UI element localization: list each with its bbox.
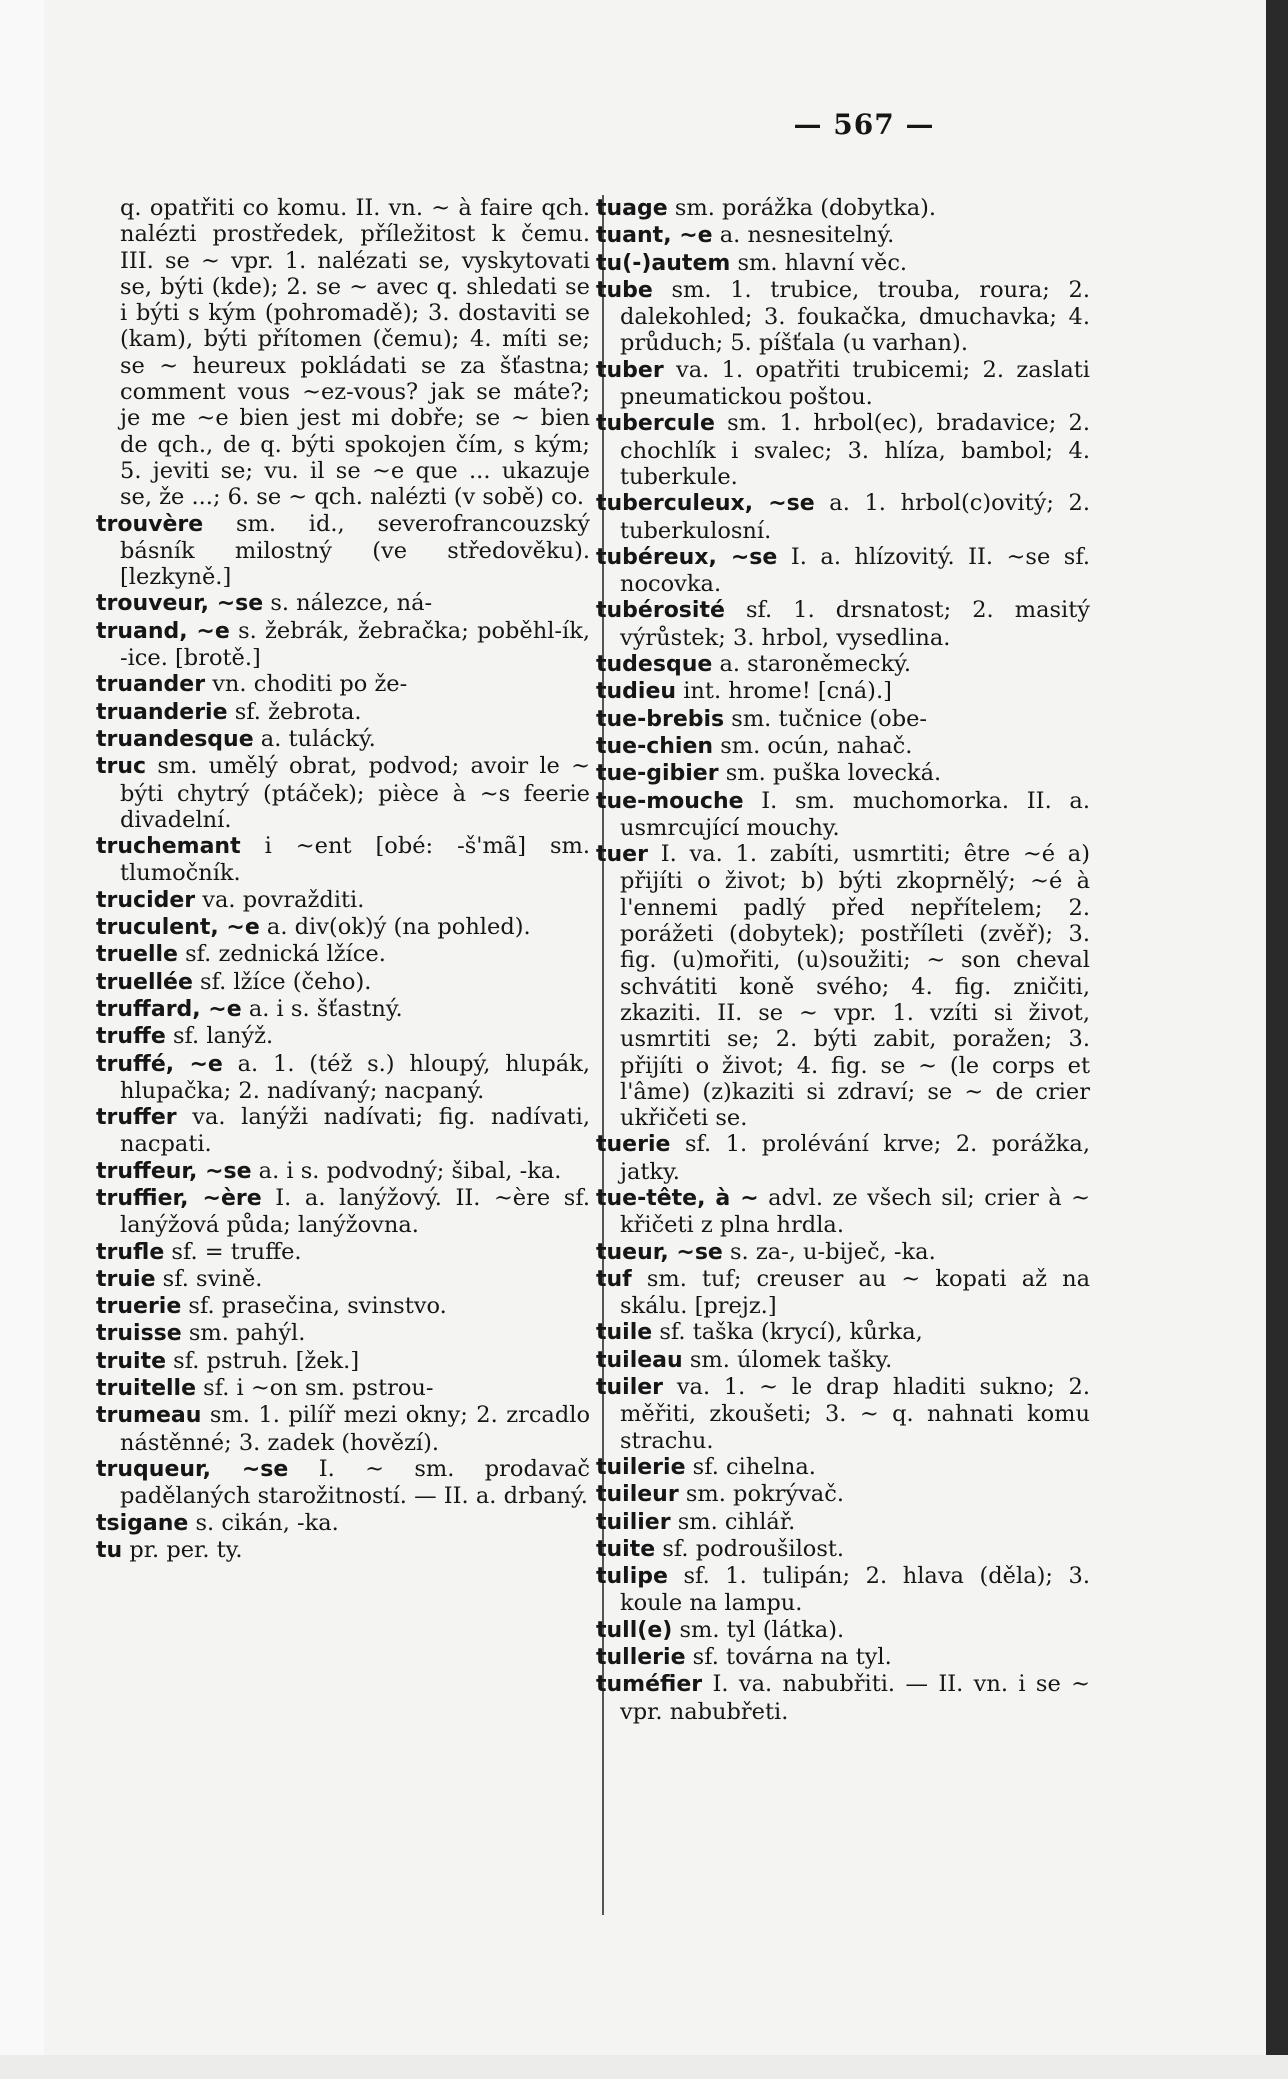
- entry-headword: truculent, ~e: [96, 915, 260, 941]
- dictionary-entry: [596, 1671, 1090, 1725]
- entry-headword: tuileur: [596, 1482, 679, 1508]
- dictionary-entry: [96, 1157, 590, 1185]
- entry-headword: tuile: [596, 1320, 653, 1346]
- entry-definition: sf. lžíce (čeho).: [200, 968, 372, 995]
- dictionary-entry: [96, 1375, 590, 1402]
- entry-headword: tubéreux, ~se: [596, 544, 778, 570]
- entry-headword: truite: [96, 1348, 167, 1374]
- entry-definition: va. 1. ~ le drap hladiti sukno; 2. měřiti, zkoušeti; 3. ~ q. nahnati komu strachu.: [620, 1374, 1090, 1454]
- entry-headword: tull(e): [596, 1617, 673, 1643]
- entry-headword: truellée: [96, 969, 193, 995]
- dictionary-entry: [596, 1184, 1090, 1239]
- entry-headword: truffier, ~ère: [96, 1185, 262, 1211]
- entry-definition: q. opatřiti co komu. II. vn. ~ à faire qch. nalézti prostředek, příležitost k čemu. III. se ~ vpr. 1. nalézati se, vyskytovati se, býti (kde); 2. se ~ avec q. shledati se i býti s kým (pohromadě); 3. dostaviti se (kam), býti přítomen (čemu); 4. míti se; se ~ heureux pokládati se za šťastna; comment vous ~ez-vous? jak se máte?; je me ~e bien jest mi dobře; se ~ bien de qch., de q. býti spokojen čím, s kým; 5. jeviti se; vu. il se ~e que ... ukazuje se, že ...; 6. se ~ qch. nalézti (v sobě) co.: [120, 195, 590, 511]
- entry-definition: a. div(ok)ý (na pohled).: [266, 914, 531, 941]
- dictionary-entry: [596, 490, 1090, 544]
- entry-definition: s. žebrák, žebračka; poběhl-ík, -ice. [brotě.]: [120, 617, 591, 672]
- entry-headword: tueur, ~se: [596, 1239, 723, 1265]
- left-column: [96, 195, 591, 1935]
- dictionary-entry: [596, 543, 1091, 598]
- dictionary-entry: [596, 1616, 1090, 1644]
- dictionary-entry: [96, 510, 591, 591]
- dictionary-entry: [96, 995, 590, 1023]
- entry-definition: i ~ent [obé: -š'mã] sm. tlumočník.: [120, 833, 590, 887]
- page-number-text: — 567 —: [793, 108, 935, 141]
- entry-definition: advl. ze všech sil; crier à ~ křičeti z plna hrdla.: [620, 1184, 1090, 1239]
- page-edge-left: [0, 0, 44, 2079]
- entry-headword: trouveur, ~se: [96, 591, 264, 617]
- entry-definition: sm. tuf; creuser au ~ kopati až na skálu. [prejz.]: [620, 1265, 1090, 1320]
- dictionary-entry: [96, 1455, 590, 1510]
- dictionary-entry: [96, 671, 590, 698]
- entry-definition: I. a. hlízovitý. II. ~se sf. nocovka.: [620, 543, 1091, 598]
- entry-definition: sm. ocún, nahač.: [720, 732, 913, 759]
- entry-definition: vn. choditi po že-: [212, 671, 408, 698]
- entry-headword: trumeau: [96, 1403, 202, 1429]
- dictionary-entry: [596, 1238, 1090, 1266]
- dictionary-entry: [596, 1346, 1090, 1374]
- dictionary-entry: [96, 1184, 591, 1239]
- entry-definition: sf. žebrota.: [234, 698, 362, 725]
- entry-headword: trufle: [96, 1239, 165, 1265]
- entry-definition: sm. cihlář.: [677, 1508, 796, 1535]
- dictionary-entry: [596, 356, 1090, 411]
- dictionary-entry: [96, 941, 590, 968]
- entry-headword: tuilerie: [596, 1454, 686, 1480]
- dictionary-entry: [96, 698, 590, 726]
- entry-definition: sf. 1. prolévání krve; 2. porážka, jatky.: [620, 1131, 1091, 1185]
- dictionary-entry: [96, 1536, 590, 1564]
- entry-headword: tuer: [596, 842, 648, 868]
- entry-headword: tuberculeux, ~se: [596, 491, 815, 517]
- dictionary-entry: [596, 597, 1090, 651]
- entry-definition: sm. 1. pilíř mezi okny; 2. zrcadlo nástěnné; 3. zadek (hovězí).: [120, 1402, 590, 1456]
- entry-headword: tuf: [596, 1266, 632, 1292]
- dictionary-entry: [596, 1265, 1090, 1320]
- dictionary-entry: [596, 1644, 1090, 1671]
- entry-headword: truffé, ~e: [96, 1051, 223, 1077]
- entry-definition: sm. úlomek tašky.: [689, 1346, 893, 1373]
- entry-headword: truffe: [96, 1024, 166, 1050]
- entry-definition: a. 1. hrbol(c)ovitý; 2. tuberkulosní.: [620, 490, 1090, 544]
- entry-definition: sf. i ~on sm. pstrou-: [203, 1375, 434, 1402]
- entry-definition: a. tulácký.: [260, 725, 376, 752]
- dictionary-entry: [96, 1023, 590, 1050]
- entry-definition: sf. cihelna.: [692, 1453, 816, 1480]
- entry-definition: va. lanýži nadívati; fig. nadívati, nacpati.: [120, 1104, 590, 1158]
- dictionary-entry: [96, 1265, 590, 1293]
- entry-definition: va. 1. opatřiti trubicemi; 2. zaslati pneumatickou poštou.: [620, 356, 1090, 411]
- entry-headword: truffeur, ~se: [96, 1158, 252, 1184]
- entry-definition: sf. taška (krycí), kůrka,: [659, 1319, 923, 1346]
- entry-headword: tudieu: [596, 679, 677, 705]
- entry-headword: tuage: [596, 196, 668, 221]
- entry-headword: truchemant: [96, 834, 241, 860]
- entry-definition: a. nesnesitelný.: [719, 222, 895, 249]
- entry-definition: I. a. lanýžový. II. ~ère sf. lanýžová půda; lanýžovna.: [120, 1184, 591, 1239]
- dictionary-entry: [96, 1509, 590, 1537]
- entry-headword: trucider: [96, 887, 196, 913]
- entry-definition: int. hrome! [cná).]: [683, 678, 892, 705]
- entry-headword: truandesque: [96, 726, 254, 752]
- dictionary-entry: [596, 1374, 1090, 1454]
- entry-headword: tue-brebis: [596, 706, 725, 732]
- entry-headword: tuber: [596, 357, 664, 383]
- entry-definition: va. povražditi.: [202, 886, 365, 913]
- entry-definition: a. staroněmecký.: [719, 651, 912, 678]
- dictionary-entry: [596, 1131, 1091, 1185]
- dictionary-entry: [596, 732, 1090, 760]
- entry-definition: I. sm. muchomorka. II. a. usmrcující mouchy.: [620, 787, 1090, 841]
- dictionary-entry: [596, 1508, 1090, 1536]
- entry-headword: tuant, ~e: [596, 223, 713, 249]
- entry-headword: tuileau: [596, 1347, 683, 1373]
- entry-headword: tu(-)autem: [596, 250, 731, 276]
- page-edge-bottom: [0, 2055, 1288, 2079]
- entry-headword: tuerie: [596, 1132, 671, 1158]
- dictionary-entry: [596, 705, 1090, 733]
- entry-headword: tubercule: [596, 411, 715, 437]
- entry-definition: pr. per. ty.: [129, 1536, 243, 1563]
- entry-headword: trouvère: [96, 511, 204, 537]
- entry-definition: sm. pahýl.: [188, 1320, 306, 1347]
- dictionary-entry: [596, 1481, 1090, 1508]
- entry-headword: tu: [96, 1537, 123, 1563]
- entry-headword: tudesque: [596, 652, 713, 678]
- dictionary-entry: [96, 1050, 590, 1105]
- dictionary-entry: [596, 760, 1090, 787]
- entry-headword: truc: [96, 754, 147, 780]
- dictionary-entry: [596, 787, 1090, 842]
- page-edge-right: [1266, 0, 1288, 2079]
- entry-definition: I. ~ sm. prodavač padělaných starožitností. — II. a. drbaný.: [120, 1455, 590, 1510]
- dictionary-entry: [96, 753, 590, 833]
- entry-headword: truqueur, ~se: [96, 1456, 289, 1482]
- dictionary-entry: [596, 276, 1090, 357]
- dictionary-entry: [596, 1563, 1090, 1617]
- entry-definition: sf. 1. drsnatost; 2. masitý výrůstek; 3. hrbol, vysedlina.: [620, 597, 1090, 651]
- dictionary-entry: [596, 651, 1090, 678]
- entry-headword: tulipe: [596, 1564, 668, 1590]
- right-column: [596, 195, 1091, 1935]
- dictionary-entry: [596, 841, 1090, 1132]
- entry-headword: truanderie: [96, 699, 228, 725]
- entry-definition: sm. umělý obrat, podvod; avoir le ~ býti chytrý (ptáček); pièce à ~s feerie divadelní.: [120, 753, 590, 833]
- entry-definition: sm. 1. trubice, trouba, roura; 2. dalekohled; 3. foukačka, dmuchavka; 4. průduch; 5. píšťala (u varhan).: [620, 276, 1090, 357]
- entry-definition: sf. pstruh. [žek.]: [173, 1347, 360, 1374]
- entry-definition: s. cikán, -ka.: [195, 1509, 339, 1536]
- entry-definition: sf. prasečina, svinstvo.: [188, 1293, 447, 1320]
- dictionary-entry: [96, 1238, 590, 1266]
- dictionary-entry: [120, 195, 590, 511]
- entry-headword: truie: [96, 1266, 156, 1292]
- entry-definition: sm. 1. hrbol(ec), bradavice; 2. chochlík i svalec; 3. hlíza, bambol; 4. tuberkule.: [620, 410, 1091, 490]
- dictionary-entry: [96, 1402, 590, 1456]
- dictionary-entry: [96, 1320, 590, 1347]
- entry-definition: I. va. nabubřiti. — II. vn. i se ~ vpr. nabubřeti.: [620, 1671, 1090, 1725]
- entry-headword: tuméfier: [596, 1672, 703, 1698]
- dictionary-entry: [96, 1347, 590, 1375]
- entry-definition: sm. pokrývač.: [685, 1481, 844, 1508]
- entry-definition: sm. puška lovecká.: [725, 760, 942, 787]
- entry-definition: sm. hlavní věc.: [737, 249, 908, 276]
- entry-definition: sm. id., severofrancouzský básník milostný (ve středověku). [lezkyně.]: [120, 510, 591, 591]
- entry-headword: tue-chien: [596, 733, 714, 759]
- dictionary-entry: [96, 886, 590, 914]
- entry-definition: sm. tyl (látka).: [679, 1616, 845, 1643]
- entry-headword: truander: [96, 672, 206, 698]
- entry-headword: tsigane: [96, 1510, 189, 1536]
- entry-headword: truand, ~e: [96, 618, 230, 644]
- entry-definition: a. 1. (též s.) hloupý, hlupák, hlupačka; 2. nadívaný; nacpaný.: [120, 1050, 590, 1104]
- entry-headword: tube: [596, 277, 653, 303]
- entry-definition: sf. = truffe.: [171, 1238, 302, 1265]
- dictionary-entry: [96, 725, 590, 753]
- entry-definition: sm. tučnice (obe-: [731, 705, 928, 732]
- dictionary-entry: [96, 1293, 590, 1320]
- dictionary-entry: [96, 617, 591, 672]
- dictionary-entry: [96, 833, 590, 887]
- entry-headword: tuiler: [596, 1375, 664, 1401]
- dictionary-entry: [596, 1319, 1090, 1346]
- dictionary-entry: [596, 195, 1090, 222]
- entry-headword: tubérosité: [596, 598, 725, 624]
- dictionary-entry: [596, 1535, 1090, 1563]
- dictionary-entry: [596, 222, 1090, 249]
- entry-headword: tue-tête, à ~: [596, 1185, 759, 1211]
- entry-definition: sf. zednická lžíce.: [185, 941, 386, 968]
- entry-definition: sf. lanýž.: [172, 1023, 274, 1050]
- entry-definition: sm. porážka (dobytka).: [674, 195, 937, 221]
- entry-headword: tullerie: [596, 1645, 686, 1671]
- entry-headword: tue-gibier: [596, 761, 719, 787]
- dictionary-entry: [96, 968, 590, 996]
- entry-definition: sf. továrna na tyl.: [692, 1644, 892, 1671]
- dictionary-entry: [596, 410, 1091, 490]
- dictionary-entry: [596, 249, 1090, 277]
- page-number: [0, 108, 1288, 141]
- entry-definition: a. i s. podvodný; šibal, -ka.: [258, 1157, 562, 1184]
- dictionary-entry: [96, 590, 590, 617]
- entry-definition: a. i s. šťastný.: [248, 995, 403, 1022]
- entry-headword: truffard, ~e: [96, 996, 242, 1022]
- dictionary-entry: [96, 914, 590, 941]
- entry-definition: I. va. 1. zabíti, usmrtiti; être ~é a) přijíti o život; b) býti zkoprnělý; ~é à l'ennemi padlý před nepřítelem; 2. porážeti (dobytek); postříleti (zvěř); 3. fig. (u)mořiti, (u)soužiti; ~ son cheval schvátiti koně svého; 4. fig. zničiti, zkaziti. II. se ~ vpr. 1. vzíti si život, usmrtiti se; 2. býti zabit, poražen; 3. přijíti o život; 4. fig. se ~ (le corps et l'âme) (z)kaziti si zdraví; se ~ de crier ukřičeti se.: [620, 841, 1090, 1132]
- entry-definition: s. nálezce, ná-: [270, 590, 433, 617]
- entry-headword: truisse: [96, 1321, 182, 1347]
- entry-headword: truelle: [96, 942, 178, 968]
- dictionary-entry: [596, 678, 1090, 705]
- entry-definition: sf. 1. tulipán; 2. hlava (děla); 3. koule na lampu.: [620, 1563, 1090, 1617]
- dictionary-entry: [96, 1104, 590, 1158]
- entry-headword: tuilier: [596, 1509, 671, 1535]
- entry-headword: truffer: [96, 1105, 177, 1131]
- entry-definition: sf. svině.: [162, 1265, 263, 1292]
- dictionary-entry: [596, 1453, 1090, 1481]
- entry-definition: s. za-, u-biječ, -ka.: [730, 1238, 936, 1265]
- entry-headword: tuite: [596, 1536, 656, 1562]
- entry-definition: sf. podroušilost.: [662, 1535, 845, 1562]
- entry-headword: truerie: [96, 1294, 182, 1320]
- entry-headword: tue-mouche: [596, 788, 744, 814]
- entry-headword: truitelle: [96, 1376, 197, 1402]
